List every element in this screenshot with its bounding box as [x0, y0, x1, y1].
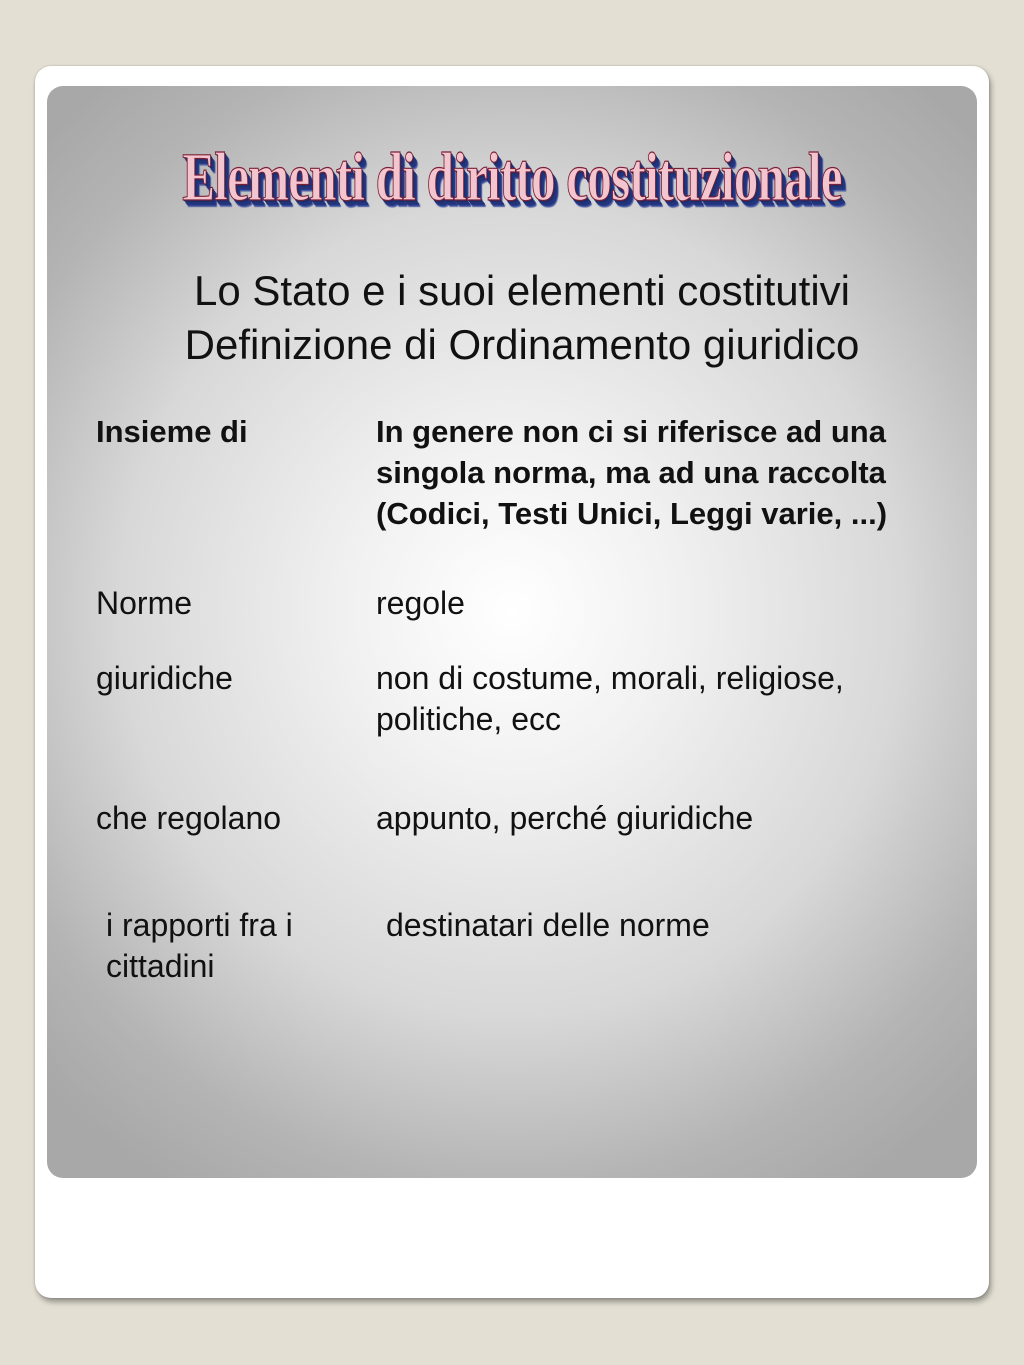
desc-norme: [376, 583, 976, 624]
term-insieme-di: Insieme di: [96, 414, 248, 449]
desc-line: regole: [376, 585, 465, 621]
desc-i-rapporti: [386, 905, 986, 946]
term-line: i rapporti fra i: [106, 907, 293, 943]
term-che-regolano: che regolano: [96, 800, 282, 836]
term-giuridiche: giuridiche: [96, 660, 233, 696]
desc-insieme-di: [376, 411, 976, 534]
term-norme: Norme: [96, 585, 193, 621]
desc-giuridiche: [376, 658, 976, 740]
desc-line: singola norma, ma ad una raccolta: [376, 455, 886, 490]
desc-line: non di costume, morali, religiose,: [376, 660, 844, 696]
slide-content-panel: [47, 86, 977, 1178]
desc-che-regolano: [376, 798, 976, 839]
desc-line: politiche, ecc: [376, 701, 561, 737]
term-line: cittadini: [106, 948, 215, 984]
slide-title: Elementi di diritto costituzionale: [182, 138, 842, 215]
subtitle-line-1: Lo Stato e i suoi elementi costitutivi: [193, 267, 850, 314]
desc-line: In genere non ci si riferisce ad una: [376, 414, 886, 449]
desc-line: appunto, perché giuridiche: [376, 800, 754, 836]
term-i-rapporti: [106, 905, 293, 987]
slide-card: [35, 66, 989, 1298]
desc-line: (Codici, Testi Unici, Leggi varie, ...): [376, 496, 888, 531]
desc-line: destinatari delle norme: [386, 907, 710, 943]
subtitle-line-2: Definizione di Ordinamento giuridico: [184, 321, 860, 368]
